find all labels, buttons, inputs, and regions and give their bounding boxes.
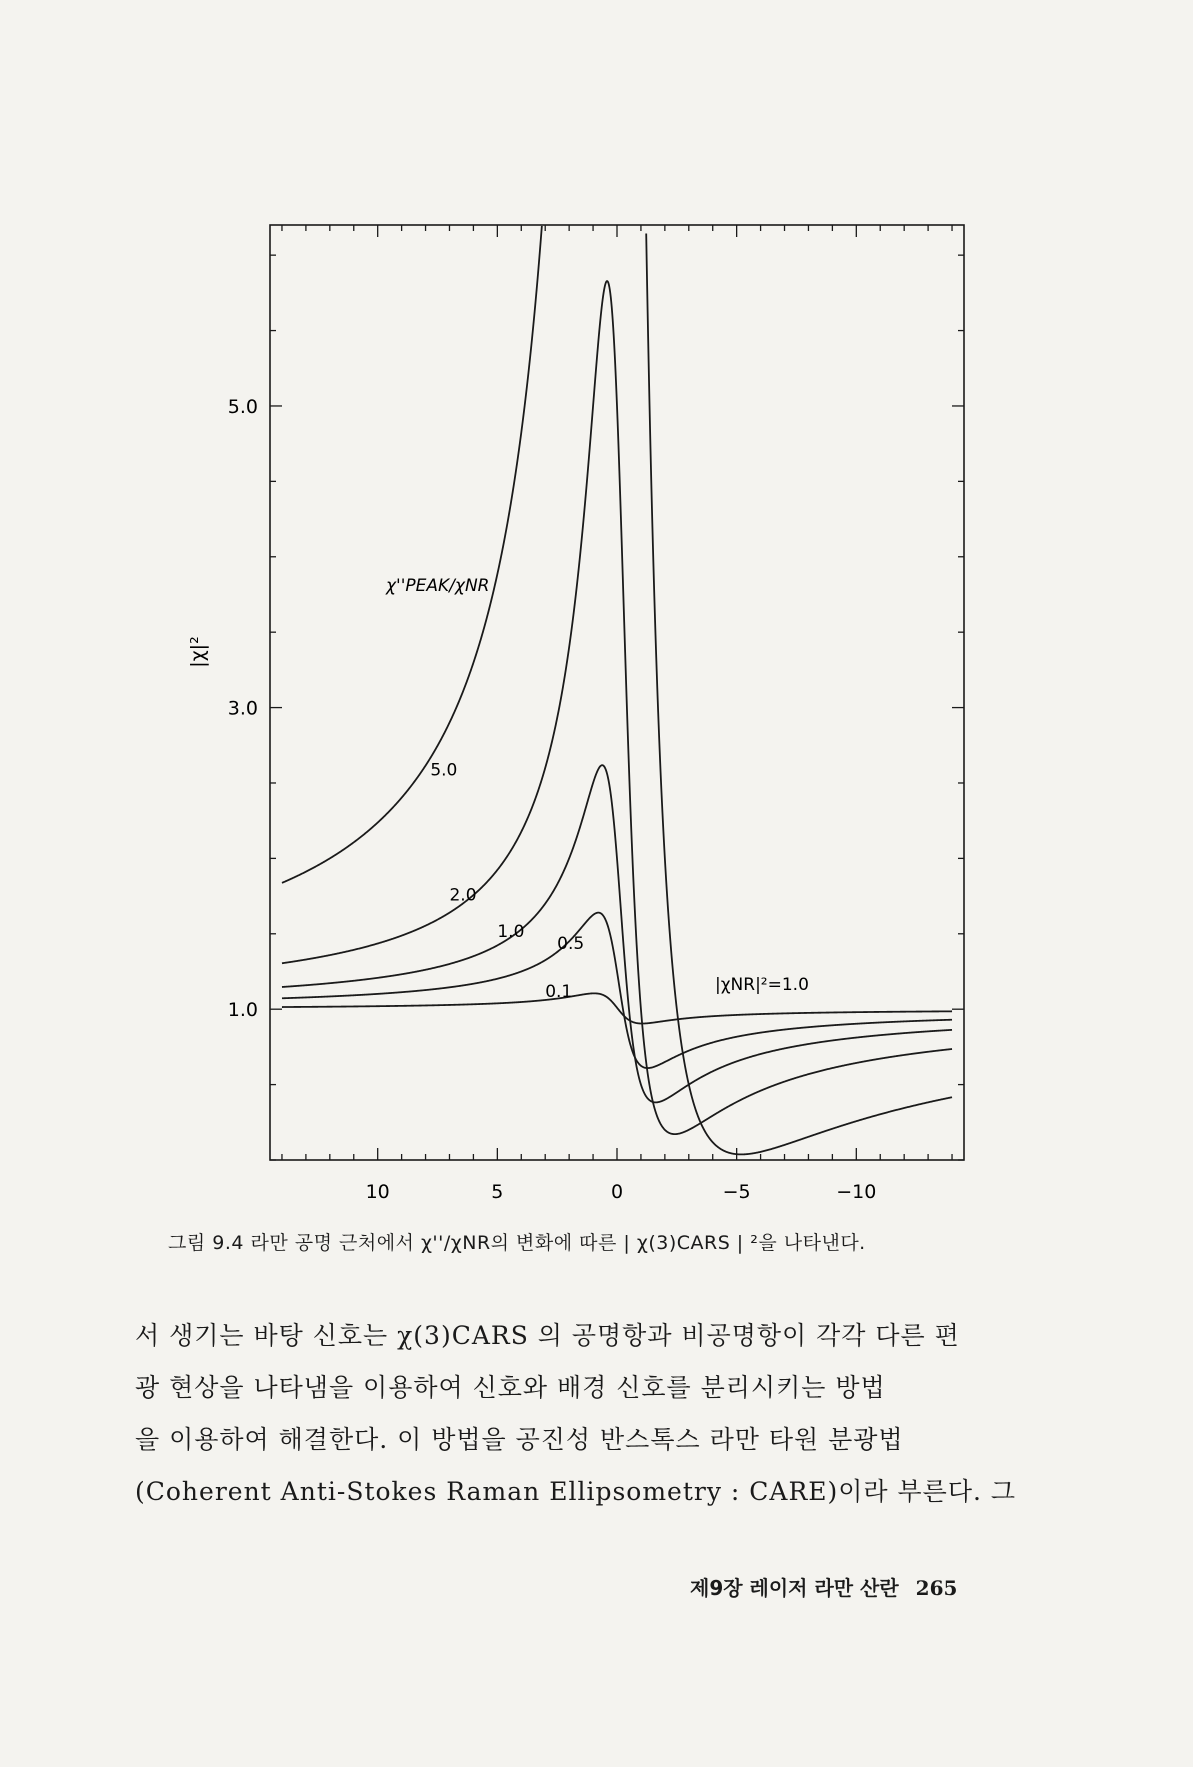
curve-0.5 bbox=[282, 913, 952, 1068]
annotation-chi-nr: |χNR|²=1.0 bbox=[715, 975, 809, 995]
x-tick-label: 10 bbox=[365, 1181, 390, 1200]
curve-label-5.0: 5.0 bbox=[430, 760, 458, 781]
body-line-3: 을 이용하여 해결한다. 이 방법을 공진성 반스톡스 라만 타원 분광법 bbox=[135, 1425, 904, 1454]
body-line-4: (Coherent Anti-Stokes Raman Ellipsometry : CARE)이라 부른다. 그 bbox=[135, 1477, 1017, 1506]
chapter-title: 제9장 레이저 라만 산란 bbox=[690, 1576, 899, 1600]
curve-label-1.0: 1.0 bbox=[497, 921, 525, 942]
figure-caption: 그림 9.4 라만 공명 근처에서 χ''/χNR의 변화에 따른 | χ(3)CARS | ²을 나타낸다. bbox=[168, 1232, 866, 1254]
y-tick-label: 5.0 bbox=[227, 395, 258, 418]
legend-title: χ''PEAK/χNR bbox=[386, 576, 490, 596]
x-tick-label: 5 bbox=[491, 1181, 504, 1200]
body-line-2: 광 현상을 나타냄을 이용하여 신호와 배경 신호를 분리시키는 방법 bbox=[135, 1373, 886, 1402]
plot-frame bbox=[270, 225, 964, 1160]
curve-label-2.0: 2.0 bbox=[449, 885, 477, 906]
x-tick-label: 0 bbox=[610, 1181, 624, 1200]
curve-0.1 bbox=[282, 993, 952, 1023]
curve-labels bbox=[430, 760, 584, 1002]
page-footer bbox=[690, 1572, 1070, 1601]
body-line-1: 서 생기는 바탕 신호는 χ(3)CARS 의 공명항과 비공명항이 각각 다른 편 bbox=[135, 1321, 960, 1350]
page-number: 265 bbox=[915, 1576, 958, 1600]
y-tick-label: 1.0 bbox=[227, 999, 258, 1022]
data-curves bbox=[282, 226, 952, 1154]
y-tick-label: 3.0 bbox=[227, 697, 258, 720]
body-paragraph bbox=[135, 1310, 1080, 1518]
x-tick-label: −5 bbox=[722, 1181, 751, 1200]
curve-1.0 bbox=[282, 765, 952, 1102]
curve-label-0.1: 0.1 bbox=[545, 982, 573, 1003]
y-axis-label: |χ|² bbox=[187, 636, 209, 668]
curve-label-0.5: 0.5 bbox=[557, 933, 585, 954]
x-tick-label: −10 bbox=[836, 1181, 877, 1200]
curve-5.0 bbox=[282, 226, 952, 1154]
